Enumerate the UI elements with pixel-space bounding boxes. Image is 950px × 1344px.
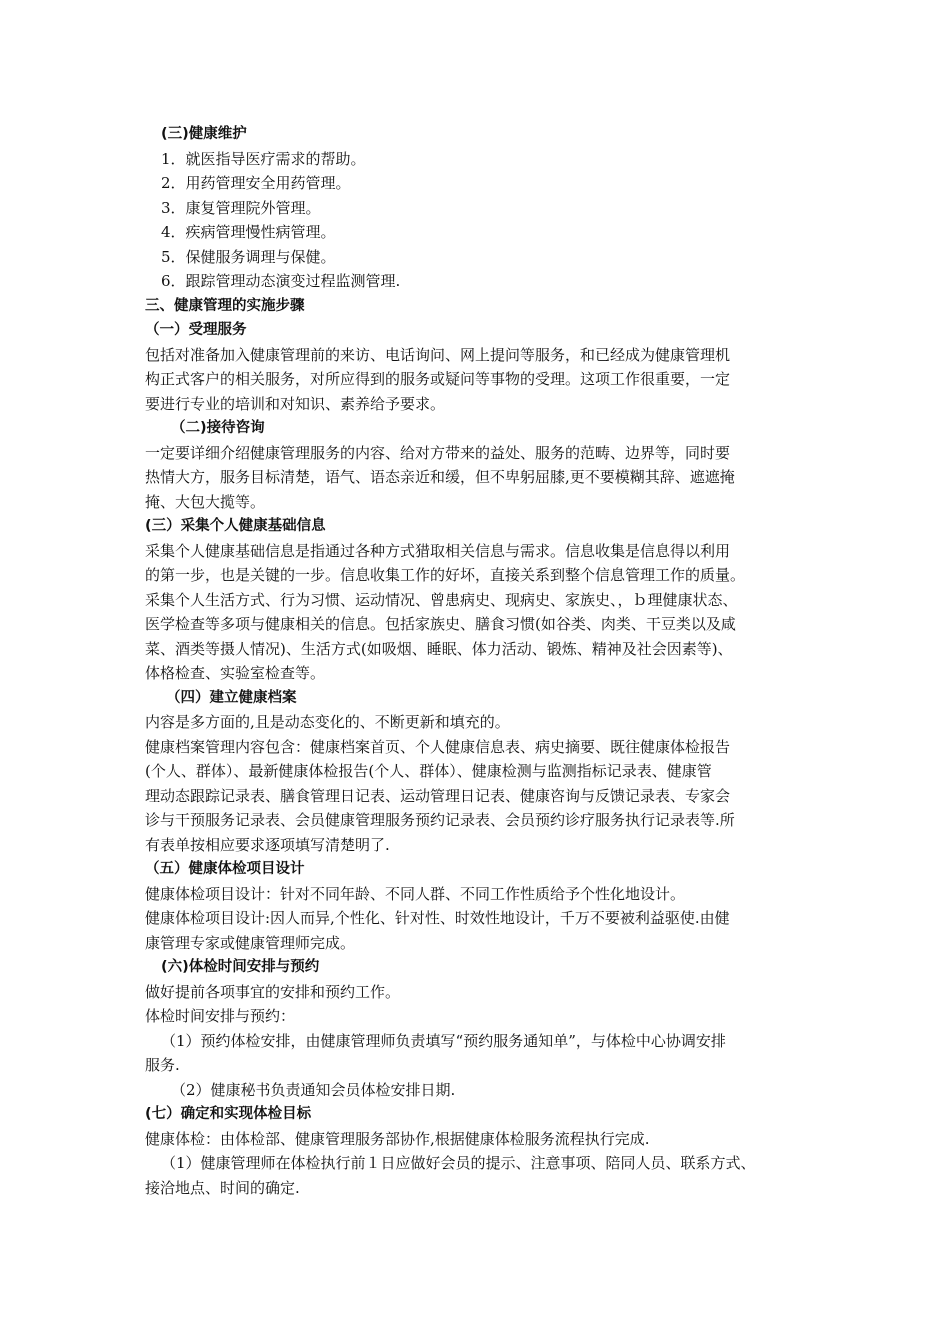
paragraph-line: 采集个人健康基础信息是指通过各种方式猎取相关信息与需求。信息收集是信息得以利用 [145,541,731,560]
paragraph-line: 有表单按相应要求逐项填写清楚明了. [145,835,390,854]
paragraph-line: 健康体检：由体检部、健康管理服务部协作,根据健康体检服务流程执行完成. [145,1129,650,1148]
subsection-heading-scheduling: (六)体检时间安排与预约 [161,959,320,975]
list-item-continuation: 接洽地点、时间的确定. [145,1178,300,1197]
paragraph-line: 理动态跟踪记录表、膳食管理日记表、运动管理日记表、健康咨询与反馈记录表、专家会 [145,786,731,805]
paragraph-line: 采集个人生活方式、行为习惯、运动情况、曾患病史、现病史、家族史、，ｂ理健康状态、 [145,590,738,609]
paragraph-line: 体检时间安排与预约： [145,1007,296,1025]
paragraph-line: 体格检查、实验室检查等。 [145,664,326,682]
paragraph-line: 健康档案管理内容包含：健康档案首页、个人健康信息表、病史摘要、既往健康体检报告 [145,737,731,756]
paragraph-line: 掩、大包大揽等。 [145,492,266,511]
paragraph-line: 的第一步，也是关键的一步。信息收集工作的好坏，直接关系到整个信息管理工作的质量。 [145,566,746,584]
paragraph-line: 要进行专业的培训和对知识、素养给予要求。 [145,394,446,413]
paragraph-line: 菜、酒类等摄人情况)、生活方式(如吸烟、睡眠、体力活动、锻炼、精神及社会因素等)、 [145,639,733,658]
list-item: （1）预约体检安排，由健康管理师负责填写“预约服务通知单”，与体检中心协调安排 [161,1031,726,1050]
paragraph-line: 一定要详细介绍健康管理服务的内容、给对方带来的益处、服务的范畴、边界等，同时要 [145,443,731,462]
section-heading-health-maintenance: (三)健康维护 [161,126,247,142]
subsection-heading-exam-design: （五）健康体检项目设计 [145,861,305,877]
list-item: （2）健康秘书负责通知会员体检安排日期. [171,1080,456,1099]
paragraph-line: (个人、群体）、最新健康体检报告(个人、群体）、健康检测与监测指标记录表、健康管 [145,762,712,780]
list-item-continuation: 服务. [145,1056,180,1074]
list-item: 5．保健服务调理与保健。 [161,247,336,266]
paragraph-line: 诊与干预服务记录表、会员健康管理服务预约记录表、会员预约诊疗服务执行记录表等.所 [145,811,735,829]
paragraph-line: 内容是多方面的,且是动态变化的、不断更新和填充的。 [145,713,510,731]
paragraph-line: 做好提前各项事宜的安排和预约工作。 [145,982,401,1001]
list-item: 2．用药管理安全用药管理。 [161,174,351,192]
paragraph-line: 健康体检项目设计：针对不同年龄、不同人群、不同工作性质给予个性化地设计。 [145,884,686,903]
list-item: 3．康复管理院外管理。 [161,198,321,217]
subsection-heading-consultation: （二)接待咨询 [171,420,265,436]
paragraph-line: 包括对准备加入健康管理前的来访、电话询问、网上提问等服务，和已经成为健康管理机 [145,345,731,364]
paragraph-line: 热情大方，服务目标清楚，语气、语态亲近和缓，但不卑躬屈膝,更不要模糊其辞、遮遮掩 [145,468,735,486]
list-item: （1）健康管理师在体检执行前１日应做好会员的提示、注意事项、陪同人员、联系方式、 [161,1154,756,1172]
subsection-heading-exam-goals: (七）确定和实现体检目标 [145,1106,312,1122]
subsection-heading-reception: （一）受理服务 [145,322,247,338]
subsection-heading-collect-info: (三）采集个人健康基础信息 [145,518,326,534]
paragraph-line: 构正式客户的相关服务，对所应得到的服务或疑问等事物的受理。这项工作很重要，一定 [145,370,731,388]
list-item: 4．疾病管理慢性病管理。 [161,223,336,241]
document-page [145,122,817,1200]
paragraph-line: 康管理专家或健康管理师完成。 [145,933,356,952]
chapter-heading-implementation-steps: 三、健康管理的实施步骤 [145,297,305,314]
subsection-heading-health-records: （四）建立健康档案 [166,689,297,706]
list-item: 6．跟踪管理动态演变过程监测管理. [161,272,401,290]
paragraph-line: 健康体检项目设计:因人而异,个性化、针对性、时效性地设计，千万不要被利益驱使.由健 [145,909,730,927]
list-item: 1．就医指导医疗需求的帮助。 [161,149,366,168]
paragraph-line: 医学检查等多项与健康相关的信息。包括家族史、膳食习惯(如谷类、肉类、干豆类以及咸 [145,615,736,633]
